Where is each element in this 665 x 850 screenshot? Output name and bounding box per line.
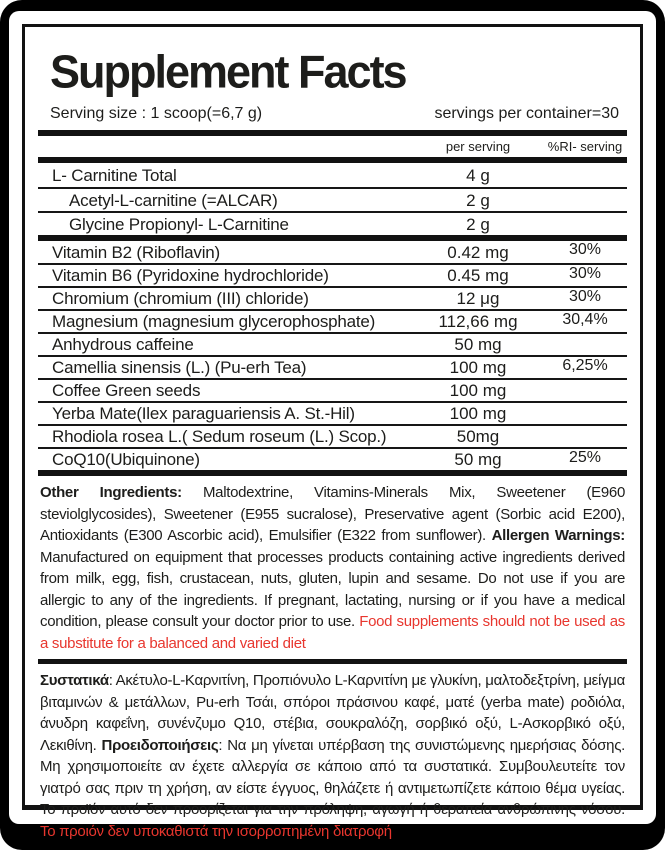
text-segment-red: Food supplements should not be used as a substitute for a balanced and varied diet: [40, 613, 626, 652]
serving-size-text: Serving size : 1 scoop(=6,7 g): [50, 105, 263, 122]
ingredient-name: Magnesium (magnesium glycerophosphate): [52, 312, 376, 331]
text-segment-normal: Manufactured on equipment that processes products containing active ingredients derived from milk, egg, fish, crustacean, nuts, gluten, lupin and sesame. Do not use if you are allergic to any of the ingredients. If pregnant, lactating, nursing or if you have a medical condition, please consult your doctor prior to use.: [40, 548, 625, 630]
ingredient-amount: 50 mg: [454, 450, 502, 469]
ingredient-amount: 0.45 mg: [447, 266, 509, 285]
table-row: [38, 211, 627, 235]
divider-bar-table-bottom: [38, 470, 627, 476]
carnitine-group: [38, 163, 627, 235]
text-segment-normal: : Ακέτυλο-L-Καρνιτίνη, Προπιόνυλο L-Καρνιτίνη με γλυκίνη, μαλτοδεξτρίνη, μείγμα βιταμινών & μετάλλων, Pu-erh Τσάι, σπόροι πράσινου καφέ, ματέ (yerba mate) ροδιόλα, άνυδρη καφεΐνη, συνένζυμο Q10, στέβια, σουκραλόζη, σορβικό οξύ, L-Ασκορβικό οξύ, Λεκιθίνη.: [40, 672, 626, 754]
ingredient-name: Vitamin B2 (Riboflavin): [52, 242, 220, 262]
ingredient-ri-value: 30%: [568, 265, 602, 282]
ingredient-amount: 112,66 mg: [438, 312, 518, 331]
table-row: [38, 401, 627, 424]
text-segment-bold: Συστατικά: [40, 672, 109, 689]
text-segment-red: Το προιόν δεν υποκαθιστά την ισορροπημένη διατροφή: [40, 822, 392, 840]
greek-ingredients-paragraph: [40, 670, 625, 842]
ingredient-amount: 0.42 mg: [447, 242, 509, 262]
ingredient-ri-value: 25%: [568, 449, 602, 466]
column-header-ri-serving: %RI- serving: [547, 139, 623, 154]
column-header-per-serving: per serving: [445, 139, 511, 154]
table-row: [38, 355, 627, 378]
vitamins-ingredients-group: [38, 241, 627, 470]
table-row: [38, 309, 627, 332]
ingredient-name: Yerba Mate(Ilex paraguariensis A. St.-Hil): [52, 404, 355, 423]
ingredient-amount: 50 mg: [454, 335, 502, 354]
other-ingredients-paragraph: [40, 482, 625, 654]
ingredient-name: Glycine Propionyl- L-Carnitine: [69, 214, 289, 234]
table-row: [38, 378, 627, 401]
text-segment-normal: Maltodextrine, Vitamins-Minerals Mix, Sweetener (E960 steviolglycosides), Sweetener (E955 sucralose), Preservative agent (Sorbic acid E200), Antioxidants (E300 Ascorbic acid), Emulsifier (E322 from sunflower).: [40, 484, 626, 544]
text-segment-normal: : Να μη γίνεται υπέρβαση της συνιστώμενης ημερήσιας δόσης. Μη χρησιμοποιείτε αν έχετε αλλεργία σε κάποιο από τα συστατικά. Συμβουλευτείτε τον γιατρό σας πριν τη χρήση, αν είστε έγγυος, θηλάζετε ή αντιμετωπίζετε κάποιο θέμα υγείας. Το προϊόν αυτό δεν προορίζεται για την πρόληψη, αγωγή ή θεραπεία ανθρώπινης νόσου.: [40, 736, 625, 818]
divider-bar-paragraphs: [38, 659, 627, 664]
text-segment-bold: Προειδοποιήσεις: [101, 736, 219, 754]
column-header-row: [38, 136, 627, 157]
ingredient-amount: 2 g: [466, 214, 490, 234]
ingredient-name: Coffee Green seeds: [52, 381, 201, 400]
ingredient-name: Anhydrous caffeine: [52, 335, 194, 354]
table-row: [38, 447, 627, 470]
table-row: [38, 332, 627, 355]
ingredient-name: Rhodiola rosea L.( Sedum roseum (L.) Scop.): [52, 427, 387, 446]
ingredient-amount: 4 g: [466, 165, 490, 185]
label-background: [9, 11, 656, 840]
ingredient-amount: 100 mg: [449, 381, 507, 400]
table-row: [38, 286, 627, 309]
ingredient-amount: 100 mg: [449, 404, 507, 423]
ingredient-ri-value: 6,25%: [562, 357, 608, 374]
ingredient-name: L- Carnitine Total: [52, 165, 177, 185]
ingredient-name: Camellia sinensis (L.) (Pu-erh Tea): [52, 358, 307, 377]
ingredient-name: CoQ10(Ubiquinone): [52, 450, 200, 469]
ingredient-amount: 2 g: [466, 190, 490, 210]
ingredient-amount: 100 mg: [449, 358, 507, 377]
table-row: [38, 241, 627, 263]
serving-info-row: [38, 105, 627, 123]
ingredient-name: Vitamin B6 (Pyridoxine hydrochloride): [52, 266, 329, 285]
ingredient-amount: 12 μg: [456, 289, 500, 308]
ingredient-name: Chromium (chromium (III) chloride): [52, 289, 309, 308]
text-segment-bold: Other Ingredients:: [40, 484, 203, 501]
supplement-facts-panel: [22, 24, 643, 840]
ingredient-ri-value: 30%: [568, 241, 602, 258]
table-row: [38, 424, 627, 447]
ingredient-name: Acetyl-L-carnitine (=ALCAR): [69, 190, 278, 210]
panel-title: Supplement Facts: [50, 45, 406, 99]
ingredient-ri-value: 30,4%: [562, 311, 608, 328]
table-row: [38, 187, 627, 211]
table-row: [38, 163, 627, 187]
table-row: [38, 263, 627, 286]
ingredient-amount: 50mg: [456, 427, 500, 446]
text-segment-bold: Allergen Warnings:: [491, 527, 625, 544]
servings-per-container-text: servings per container=30: [434, 105, 619, 122]
ingredient-ri-value: 30%: [568, 288, 602, 305]
